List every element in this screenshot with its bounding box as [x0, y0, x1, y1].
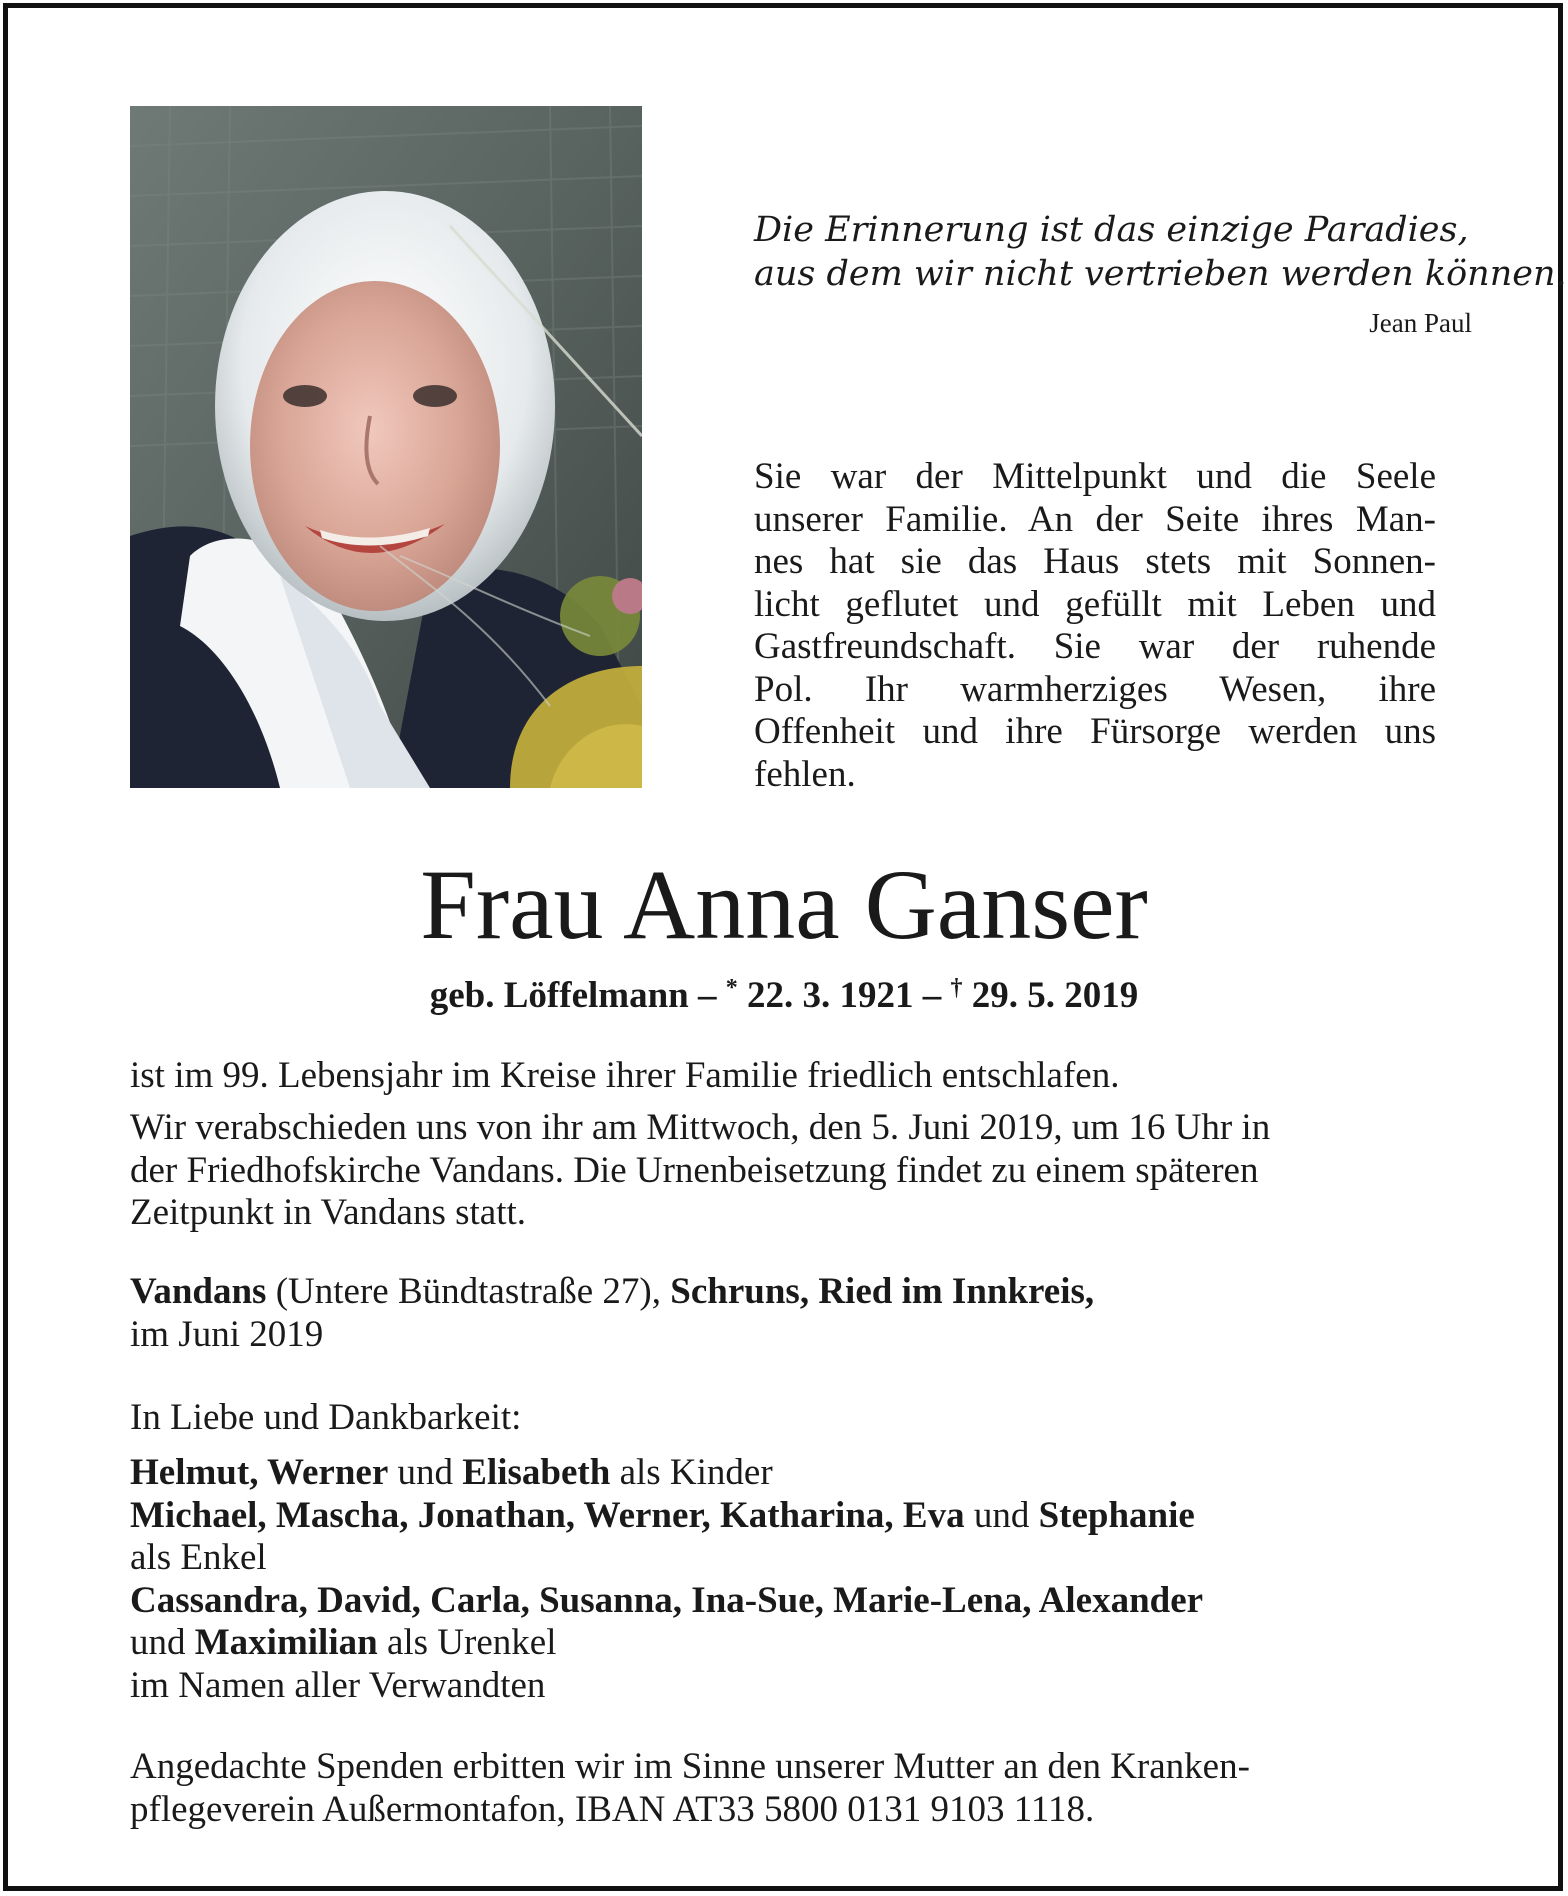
notice-date: im Juni 2019: [130, 1313, 324, 1355]
tribute-line: Sie war der Mittelpunkt und die Seele: [754, 456, 1436, 497]
relatives-line: im Namen aller Verwandten: [130, 1664, 546, 1706]
great-grandchildren-role: als Urenkel: [377, 1622, 557, 1663]
donation-note: [130, 1746, 1430, 1831]
children-line: [130, 1452, 1430, 1495]
place-line: [130, 1271, 1430, 1314]
place-cities: Schruns, Ried im Innkreis,: [670, 1271, 1095, 1312]
grandchildren-names: Michael, Mascha, Jonathan, Werner, Katharina, Eva: [130, 1494, 965, 1536]
dates-separator: –: [688, 975, 726, 1016]
portrait-illustration: [130, 106, 642, 788]
mourners-intro: [130, 1397, 1430, 1440]
tribute-line: unserer Familie. An der Seite ihres Man-: [754, 498, 1436, 540]
epigraph-quote: [754, 208, 1567, 296]
conjunction: und: [130, 1622, 195, 1663]
mourners-intro-line: In Liebe und Dankbarkeit:: [130, 1397, 522, 1438]
grandchildren-line: [130, 1495, 1430, 1538]
passing-line: ist im 99. Lebensjahr im Kreise ihrer Familie friedlich entschlafen.: [130, 1055, 1120, 1096]
birth-symbol: *: [725, 975, 738, 1001]
grandchildren-names: Stephanie: [1038, 1494, 1195, 1536]
birth-date: 22. 3. 1921: [737, 975, 914, 1016]
funeral-line: der Friedhofskirche Vandans. Die Urnenbeisetzung findet zu einem späteren: [130, 1149, 1259, 1191]
tribute-line: Pol. Ihr warmherziges Wesen, ihre: [754, 668, 1436, 710]
tribute-line: Offenheit und ihre Fürsorge werden uns: [754, 711, 1436, 752]
quote-author: Jean Paul: [1369, 308, 1472, 338]
conjunction: und: [964, 1494, 1039, 1536]
place-city: Vandans: [130, 1271, 267, 1312]
great-grandchildren-line: [130, 1580, 1430, 1623]
children-names: Elisabeth: [462, 1452, 611, 1493]
deceased-name: Frau Anna Ganser: [420, 849, 1148, 960]
tribute-line: licht geflutet und gefüllt mit Leben und: [754, 583, 1436, 625]
place-address: (Untere Bündtastraße 27),: [266, 1271, 671, 1312]
funeral-line: Wir verabschieden uns von ihr am Mittwoch, den 5. Juni 2019, um 16 Uhr in: [130, 1107, 1271, 1148]
tribute-line: fehlen.: [754, 753, 856, 795]
great-grandchildren-names: Maximilian: [194, 1622, 378, 1663]
quote-line-2: aus dem wir nicht vertrieben werden können.: [754, 254, 1567, 294]
great-grandchildren-line-2: [130, 1622, 1430, 1665]
donation-line: Angedachte Spenden erbitten wir im Sinne unserer Mutter an den Kranken-: [130, 1746, 1250, 1787]
quote-line-1: Die Erinnerung ist das einzige Paradies,: [754, 210, 1469, 250]
passing-statement: [130, 1055, 1430, 1098]
tribute-paragraph: [754, 456, 1436, 796]
death-date: 29. 5. 2019: [962, 975, 1139, 1016]
donation-line: pflegeverein Außermontafon, IBAN AT33 5800 0131 9103 1118.: [130, 1788, 1095, 1830]
place-and-date: [130, 1271, 1430, 1356]
tribute-line: nes hat sie das Haus stets mit Sonnen-: [754, 541, 1436, 582]
maiden-name: geb. Löffelmann: [429, 975, 689, 1016]
portrait-photo: [130, 106, 642, 788]
dates-separator: –: [913, 975, 951, 1016]
funeral-line: Zeitpunkt in Vandans statt.: [130, 1192, 526, 1233]
great-grandchildren-names: Cassandra, David, Carla, Susanna, Ina-Sue, Marie-Lena, Alexander: [130, 1579, 1204, 1621]
funeral-details: [130, 1107, 1430, 1235]
children-role: als Kinder: [610, 1452, 773, 1493]
life-dates: [0, 966, 1568, 1018]
children-names: Helmut, Werner: [130, 1452, 389, 1493]
grandchildren-role: als Enkel: [130, 1537, 267, 1578]
conjunction: und: [388, 1452, 463, 1493]
death-symbol: †: [950, 975, 963, 1001]
tribute-line: Gastfreundschaft. Sie war der ruhende: [754, 626, 1436, 667]
mourners-list: [130, 1452, 1430, 1707]
